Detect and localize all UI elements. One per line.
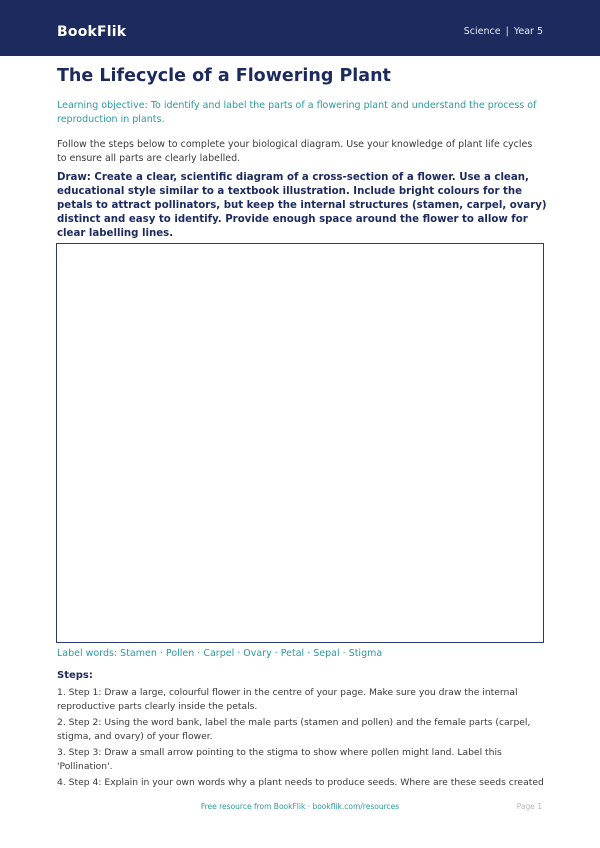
intro-text: Follow the steps below to complete your biological diagram. Use your knowledge of plant life cycles to ensure all parts are clearly labelled. (57, 139, 533, 164)
brand-logo[interactable]: BookFlik (57, 24, 127, 40)
subject-label: Science (463, 26, 501, 37)
steps-list (57, 686, 547, 793)
page-number: Page 1 (516, 802, 542, 811)
step-item: 2. Step 2: Using the word bank, label the male parts (stamen and pollen) and the female parts (carpel, stigma, and ovary) of your flower. (57, 717, 531, 742)
header-bar (0, 0, 600, 56)
page-title: The Lifecycle of a Flowering Plant (57, 66, 391, 86)
footer-link[interactable]: Free resource from BookFlik · bookflik.com/resources (200, 802, 400, 811)
step-item: 3. Step 3: Draw a small arrow pointing to the stigma to show where pollen might land. Label this 'Pollination'. (57, 747, 502, 772)
learning-objective: Learning objective: To identify and label the parts of a flowering plant and understand the process of reproduction in plants. (57, 100, 537, 125)
meta-separator: | (505, 26, 509, 37)
step-item: 1. Step 1: Draw a large, colourful flower in the centre of your page. Make sure you draw the internal reproductive parts clearly inside the petals. (57, 687, 518, 712)
steps-heading: Steps: (57, 670, 93, 681)
draw-instruction: Draw: Create a clear, scientific diagram of a cross-section of a flower. Use a clean, educational style similar to a textbook illustration. Include bright colours for the petals to attract pollinators, but keep the internal structures (stamen, carpel, ovary) distinct and easy to identify. Provide enough space around the flower to allow for clear labelling lines. (57, 172, 547, 239)
header-meta (464, 25, 543, 39)
label-word-bank: Label words: Stamen · Pollen · Carpel · Ovary · Petal · Sepal · Stigma (57, 648, 383, 659)
year-label: Year 5 (513, 26, 543, 37)
step-item: 4. Step 4: Explain in your own words why a plant needs to produce seeds. Where are these seeds created (57, 777, 544, 788)
drawing-area[interactable] (56, 243, 544, 643)
